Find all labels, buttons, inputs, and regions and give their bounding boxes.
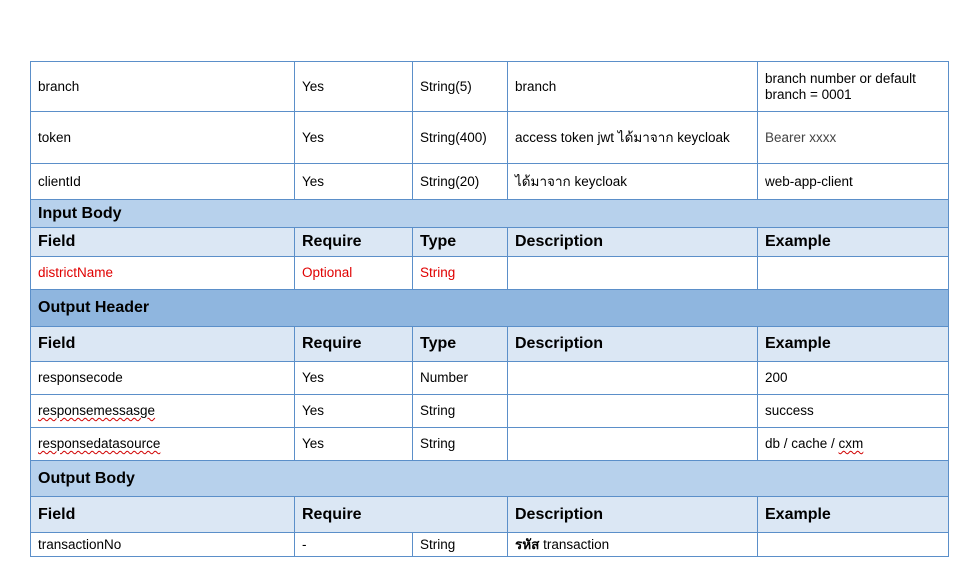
require-cell: Yes [295, 112, 413, 164]
section-title: Input Body [31, 200, 949, 228]
table-row [31, 533, 949, 557]
type-cell: String [413, 257, 508, 290]
column-header: Example [758, 497, 949, 533]
section-title: Output Header [31, 290, 949, 327]
require-cell: Yes [295, 164, 413, 200]
type-cell: String [413, 428, 508, 461]
description-cell: ได้มาจาก keycloak [508, 164, 758, 200]
example-cell: web-app-client [758, 164, 949, 200]
section-row [31, 200, 949, 228]
column-header: Description [508, 327, 758, 362]
example-cell: branch number or default branch = 0001 [758, 62, 949, 112]
column-header: Field [31, 327, 295, 362]
spellcheck-text: responsemessasge [38, 403, 156, 418]
type-cell: String [413, 533, 508, 557]
field-cell: responsecode [31, 362, 295, 395]
column-header: Require [295, 327, 413, 362]
column-header: Field [31, 228, 295, 257]
table-row [31, 395, 949, 428]
type-cell: String(400) [413, 112, 508, 164]
spellcheck-text: responsedatasource [38, 436, 161, 451]
example-cell: Bearer xxxx [758, 112, 949, 164]
field-cell: transactionNo [31, 533, 295, 557]
table-row [31, 362, 949, 395]
column-header-row [31, 497, 949, 533]
api-spec-table [30, 61, 949, 557]
require-cell: Yes [295, 362, 413, 395]
field-cell [31, 395, 295, 428]
example-cell: success [758, 395, 949, 428]
example-prefix: db / cache / [765, 436, 839, 451]
field-cell: districtName [31, 257, 295, 290]
field-cell [31, 428, 295, 461]
require-cell: Yes [295, 395, 413, 428]
example-cell [758, 533, 949, 557]
field-cell: clientId [31, 164, 295, 200]
spellcheck-text: cxm [838, 436, 864, 451]
section-title: Output Body [31, 461, 949, 497]
description-bold: รหัส [515, 536, 540, 552]
type-cell: String(20) [413, 164, 508, 200]
column-header-row [31, 327, 949, 362]
column-header: Type [413, 228, 508, 257]
description-cell [508, 395, 758, 428]
field-cell: token [31, 112, 295, 164]
column-header: Description [508, 228, 758, 257]
description-cell [508, 257, 758, 290]
section-row [31, 461, 949, 497]
description-cell [508, 428, 758, 461]
description-cell [508, 362, 758, 395]
require-cell: - [295, 533, 413, 557]
example-cell [758, 428, 949, 461]
column-header: Description [508, 497, 758, 533]
table-row [31, 428, 949, 461]
type-cell: String [413, 395, 508, 428]
column-header: Require [295, 497, 508, 533]
require-cell: Yes [295, 62, 413, 112]
require-cell: Yes [295, 428, 413, 461]
table-row [31, 164, 949, 200]
require-cell: Optional [295, 257, 413, 290]
column-header: Require [295, 228, 413, 257]
table-row [31, 257, 949, 290]
description-cell: branch [508, 62, 758, 112]
type-cell: Number [413, 362, 508, 395]
type-cell: String(5) [413, 62, 508, 112]
column-header: Type [413, 327, 508, 362]
table-row [31, 112, 949, 164]
example-cell: 200 [758, 362, 949, 395]
field-cell: branch [31, 62, 295, 112]
section-row [31, 290, 949, 327]
column-header-row [31, 228, 949, 257]
example-cell [758, 257, 949, 290]
description-cell [508, 533, 758, 557]
description-cell: access token jwt ได้มาจาก keycloak [508, 112, 758, 164]
column-header: Example [758, 228, 949, 257]
column-header: Field [31, 497, 295, 533]
table-row [31, 62, 949, 112]
description-rest: transaction [539, 536, 610, 552]
column-header: Example [758, 327, 949, 362]
